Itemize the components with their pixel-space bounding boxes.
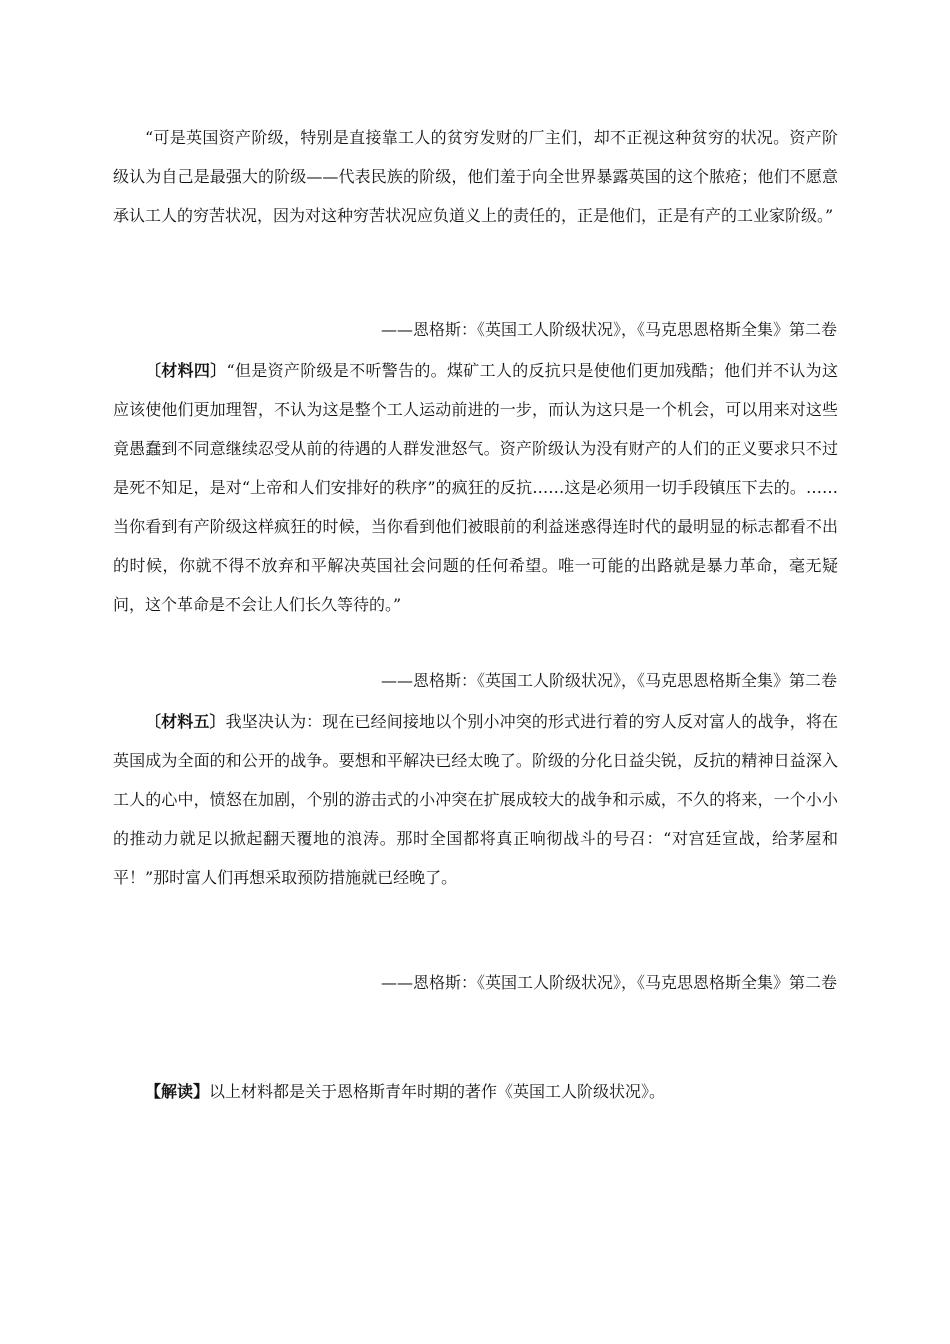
interpretation-label: 【解读】 xyxy=(145,1082,210,1101)
material-five-text: 我坚决认为：现在已经间接地以个别小冲突的形式进行着的穷人反对富人的战争，将在英国成为全面的和公开的战争。要想和平解决已经太晚了。阶级的分化日益尖锐，反抗的精神日益深入工人的心中，愤怒在加剧，个别的游击式的小冲突在扩展成较大的战争和示威，不久的将来，一个小小的推动力就足以掀起翻天覆地的浪涛。那时全国都将真正响彻战斗的号召：“对宫廷宣战，给茅屋和平！”那时富人们再想采取预防措施就已经晚了。 xyxy=(113,712,838,887)
source-citation: ——恩格斯：《英国工人阶级状况》，《马克思恩格斯全集》第二卷 xyxy=(380,671,837,690)
material-four-text: “但是资产阶级是不听警告的。煤矿工人的反抗只是使他们更加残酷；他们并不认为这应该使他们更加理智，不认为这是整个工人运动前进的一步，而认为这只是一个机会，可以用来对这些竟愚蠢到不同意继续忍受从前的待遇的人群发泄怒气。资产阶级认为没有财产的人们的正义要求只不过是死不知足，是对“上帝和人们安排好的秩序”的疯狂的反抗……这是必须用一切手段镇压下去的。……当你看到有产阶级这样疯狂的时候，当你看到他们被眼前的利益迷惑得连时代的最明显的标志都看不出的时候，你就不得不放弃和平解决英国社会问题的任何希望。唯一可能的出路就是暴力革命，毫无疑问，这个革命是不会让人们长久等待的。” xyxy=(113,361,838,614)
material-four-paragraph xyxy=(113,351,838,624)
interpretation-paragraph xyxy=(113,1072,838,1111)
material-five-label: 〔材料五〕 xyxy=(145,712,226,731)
source-citation: ——恩格斯：《英国工人阶级状况》，《马克思恩格斯全集》第二卷 xyxy=(380,320,837,339)
quote-paragraph xyxy=(113,118,838,235)
material-four-label: 〔材料四〕 xyxy=(145,361,227,380)
interpretation-text: 以上材料都是关于恩格斯青年时期的著作《英国工人阶级状况》。 xyxy=(209,1082,666,1101)
quote-text: “可是英国资产阶级，特别是直接靠工人的贫穷发财的厂主们，却不正视这种贫穷的状况。资产阶级认为自己是最强大的阶级——代表民族的阶级，他们羞于向全世界暴露英国的这个脓疮；他们不愿意承认工人的穷苦状况，因为对这种穷苦状况应负道义上的责任的，正是他们，正是有产的工业家阶级。” xyxy=(113,128,838,225)
material-five-paragraph xyxy=(113,702,838,897)
source-citation: ——恩格斯：《英国工人阶级状况》，《马克思恩格斯全集》第二卷 xyxy=(380,973,837,992)
